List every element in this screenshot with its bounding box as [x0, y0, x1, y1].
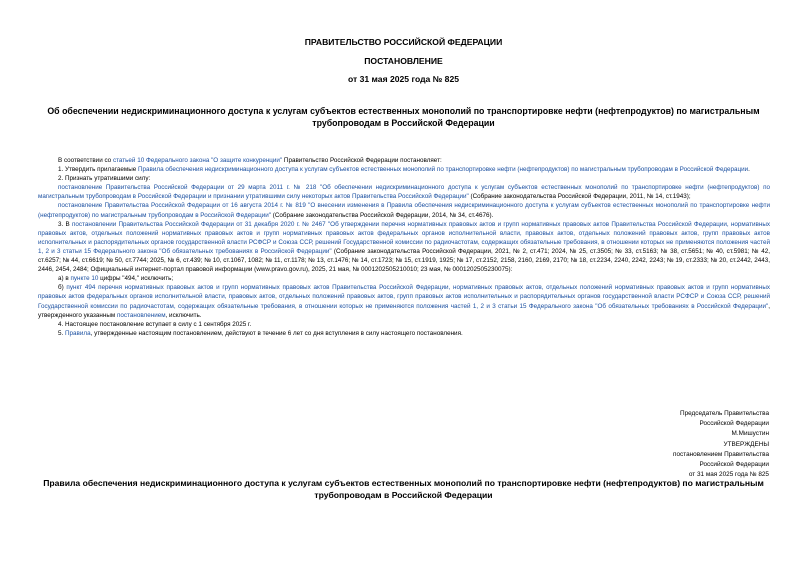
link-rules[interactable]: Правила обеспечения недискриминационного доступа к услугам субъектов естественных монополий по транспортировке нефти (нефтепродуктов) по магистральным трубопроводам в Российской Федерации [138, 166, 749, 174]
text-run: (Собрание законодательства Российской Федерации, 2011, № 14, ст.1943); [468, 193, 691, 201]
link-resolution[interactable]: постановлением [117, 311, 166, 319]
date-number-heading: от 31 мая 2025 года № 825 [347, 74, 460, 84]
paragraph-3b [38, 283, 770, 319]
text-run: (Собрание законодательства Российской Федерации, 2014, № 34, ст.4676). [271, 211, 494, 219]
text-run: В соответствии со [58, 157, 113, 164]
link-point-10[interactable]: пункте 10 [70, 275, 99, 283]
approval-line: от 31 мая 2025 года № 825 [688, 471, 769, 479]
text-run: 5. [58, 329, 66, 337]
text-run: , утвержденного указанным [38, 302, 770, 319]
text-run: 1. Утвердить прилагаемые [58, 166, 138, 174]
document-body [38, 156, 770, 338]
link-rules-short[interactable]: Правила [65, 329, 91, 337]
text-run: б) [58, 284, 67, 292]
doc-type-heading: ПОСТАНОВЛЕНИЕ [364, 56, 443, 66]
paragraph-intro [38, 156, 770, 165]
link-point-494[interactable]: пункт 494 перечня нормативных правовых актов и групп нормативных правовых актов Правительства Российской Федерации, нормативных правовых актов, отдельных положений нормативных правовых актов и групп нормативных правовых актов федеральных органов исполнительной власти, правовых актов, отдельных положений правовых актов, групп правовых актов исполнительных и распорядительных органов государственной власти РСФСР и Союза ССР, решений Государственной комиссии по радиочастотам, содержащих обязательные требования, в отношении которых не применяются положения частей 1, 2 и 3 статьи 15 Федерального закона "Об обязательных требованиях в Российской Федерации" [38, 284, 771, 310]
paragraph-2: 2. Признать утратившими силу: [58, 175, 151, 183]
text-run: . [748, 166, 750, 174]
text-run: (Собрание законодательства Российской Федерации, 2021, № 2, ст.471; 2024, № 25, ст.3505; № 33, ст.5163; № 38, ст.5651; № 40, ст.5981; № 42, ст.6257; № 44, ст.6619; № 50, ст.7744; 2025, № 6, ст.439; № 10, ст.1067, 1082; № 11, ст.1178; № 13, ст.1476; № 14, ст.1723; № 15, ст.1919, 1925; № 17, ст.2152, 2158, 2160, 2169, 2170; № 18, ст.2234, 2240, 2242, 2243; № 19, ст.2333; № 20, ст.2442, 2443, 2446, 2454, 2484; Официальный интернет-портал правовой информации (www.pravo.gov.ru), 2025, 21 мая, № 0001202505210010; 23 мая, № 0001202505230075): [38, 247, 770, 274]
paragraph-3 [38, 220, 770, 275]
signature-line: Председатель Правительства [680, 410, 769, 417]
rules-title: Правила обеспечения недискриминационного доступа к услугам субъектов естественных монополий по транспортировке нефти (нефтепродуктов) по магистральным трубопроводам в Российской Федерации [43, 478, 764, 500]
paragraph-2-1 [38, 183, 770, 201]
text-run: , утвержденные настоящим постановлением, действуют в течение 6 лет со дня вступления в силу настоящего постановления. [90, 329, 463, 337]
approval-line: постановлением Правительства [673, 450, 769, 458]
approval-line: Российской Федерации [699, 461, 769, 469]
paragraph-1 [38, 165, 770, 174]
signature-block [673, 409, 769, 480]
link-resolution-819[interactable]: постановление Правительства Российской Федерации от 16 августа 2014 г. № 819 "О внесении изменения в Правила обеспечения недискриминационного доступа к услугам субъектов естественных монополий по транспортировке нефти (нефтепродуктов) по магистральным трубопроводам в Российской Федерации" [38, 202, 770, 219]
text-run: 3. В [58, 220, 72, 228]
link-law-competition[interactable]: статьей 10 Федерального закона "О защите конкуренции" [112, 157, 283, 164]
text-run: цифры "494," исключить; [98, 275, 174, 283]
text-run: Правительство Российской Федерации постановляет: [282, 157, 442, 164]
link-resolution-2467[interactable]: постановлении Правительства Российской Федерации от 31 декабря 2020 г. № 2467 "Об утверждении перечня нормативных правовых актов и групп нормативных правовых актов Правительства Российской Федерации, нормативных правовых актов, отдельных положений нормативных правовых актов и групп нормативных правовых актов федеральных органов исполнительной власти, правовых актов, отдельных положений правовых актов, групп правовых актов исполнительных и распорядительных органов государственной власти РСФСР и Союза ССР, решений Государственной комиссии по радиочастотам, содержащих обязательные требования, в отношении которых не применяются положения частей 1, 2 и 3 статьи 15 Федерального закона "Об обязательных требованиях в Российской Федерации" [38, 220, 770, 255]
paragraph-5 [38, 329, 770, 338]
government-heading: ПРАВИТЕЛЬСТВО РОССИЙСКОЙ ФЕДЕРАЦИИ [304, 37, 503, 47]
signature-line: М.Мишустин [731, 430, 769, 438]
signature-line: Российской Федерации [699, 420, 769, 428]
document-title: Об обеспечении недискриминационного доступа к услугам субъектов естественных монополий по транспортировке нефти (нефтепродуктов) по магистральным трубопроводам в Российской Федерации [47, 106, 760, 128]
text-run: а) в [58, 275, 71, 283]
paragraph-3a [38, 274, 770, 283]
link-resolution-218[interactable]: постановление Правительства Российской Федерации от 29 марта 2011 г. № 218 "Об обеспечении недискриминационного доступа к услугам субъектов естественных монополий по транспортировке нефти (нефтепродуктов) по магистральным трубопроводам в Российской Федерации и признании утратившими силу некоторых актов Правительства Российской Федерации" [38, 184, 770, 201]
text-run: , исключить. [165, 311, 202, 319]
approval-line: УТВЕРЖДЕНЫ [723, 440, 769, 448]
paragraph-2-2 [38, 201, 770, 219]
paragraph-4: 4. Настоящее постановление вступает в силу с 1 сентября 2025 г. [58, 320, 252, 328]
